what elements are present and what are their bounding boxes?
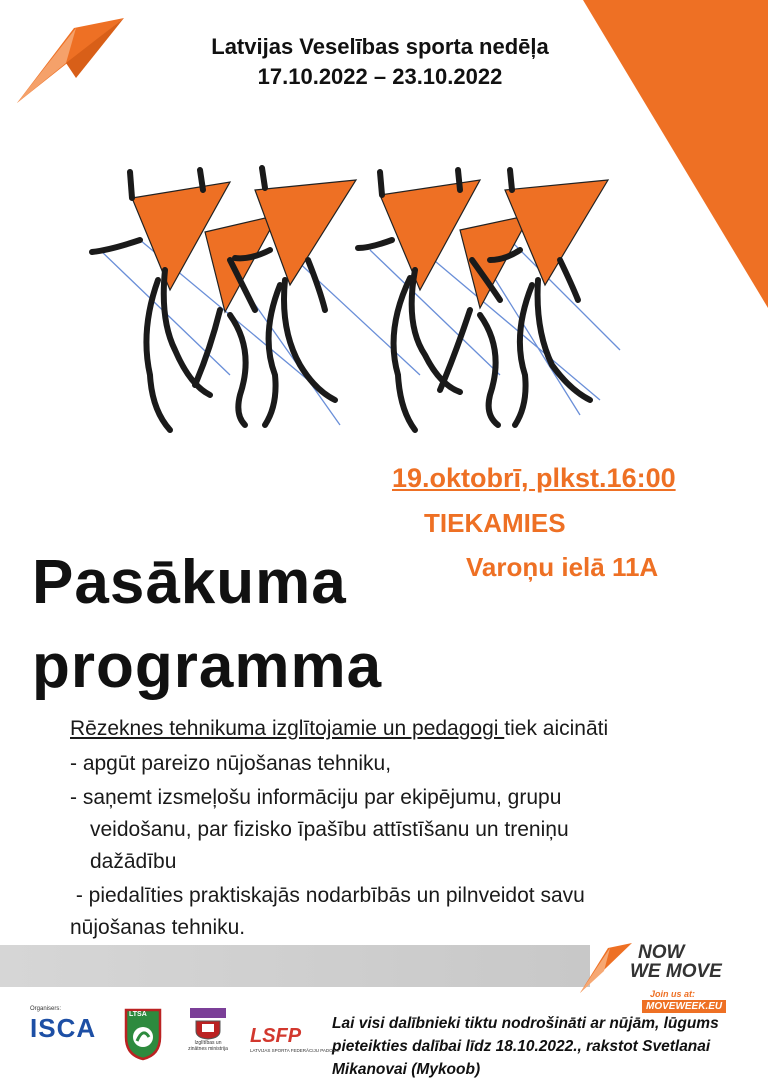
- now-text: NOW: [638, 942, 685, 963]
- moveweek-url: MOVEWEEK.EU: [642, 1000, 726, 1013]
- ministry-caption: Izglītības un zinātnes ministrija: [188, 1040, 228, 1052]
- program-intro-rest: tiek aicināti: [504, 717, 609, 740]
- lsfp-logo: LSFP: [250, 1025, 302, 1047]
- program-heading-line-2: programma: [32, 632, 383, 701]
- program-item-1: - apgūt pareizo nūjošanas tehniku,: [70, 752, 392, 775]
- nordic-walkers-illustration: [80, 160, 640, 450]
- ltsa-logo-text: LTSA: [129, 1011, 147, 1018]
- now-we-move-mark-icon: [578, 943, 634, 995]
- join-us-text: Join us at:: [650, 989, 696, 999]
- lsfp-caption: LATVIJAS SPORTA FEDERĀCIJU PADOME: [250, 1048, 340, 1053]
- program-item-2-cont-2: dažādību: [90, 850, 177, 873]
- program-item-3-cont: nūjošanas tehniku.: [70, 916, 246, 939]
- program-item-2: - saņemt izsmeļošu informāciju par ekipējumu, grupu: [70, 786, 562, 809]
- program-heading-line-1: Pasākuma: [32, 548, 347, 617]
- ltsa-logo: [123, 1007, 163, 1061]
- ministry-logo: [186, 1008, 230, 1064]
- isca-logo: ISCA: [30, 1013, 97, 1043]
- ministry-crest-icon: [186, 1018, 230, 1040]
- moveweek-logo-mark: [14, 18, 129, 108]
- event-address: Varoņu ielā 11A: [466, 552, 659, 582]
- organisers-label: Organisers:: [30, 1006, 62, 1012]
- event-meeting-point: TIEKAMIES: [424, 508, 566, 538]
- title-line-1: Latvijas Veselības sporta nedēļa: [211, 34, 549, 59]
- program-intro-underlined: Rēzeknes tehnikuma izglītojamie un pedagogi: [70, 717, 505, 740]
- event-date-time: 19.oktobrī, plkst.16:00: [392, 463, 676, 493]
- program-intro: [70, 713, 608, 745]
- title-line-2: 17.10.2022 – 23.10.2022: [257, 64, 503, 89]
- program-item-3: - piedalīties praktiskajās nodarbībās un pilnveidot savu: [70, 884, 585, 907]
- we-move-text: WE MOVE: [630, 961, 722, 982]
- footer-band: [0, 945, 590, 987]
- ministry-bar: [190, 1008, 226, 1018]
- program-item-2-cont: veidošanu, par fizisko īpašību attīstīšanu un treniņu: [90, 818, 569, 841]
- now-we-move-logo: [578, 935, 758, 1015]
- registration-note: Lai visi dalībnieki tiktu nodrošināti ar nūjām, lūgums pieteikties dalībai līdz 18.10.2022., rakstot Svetlanai Mikanovai (Mykoob): [332, 1015, 719, 1078]
